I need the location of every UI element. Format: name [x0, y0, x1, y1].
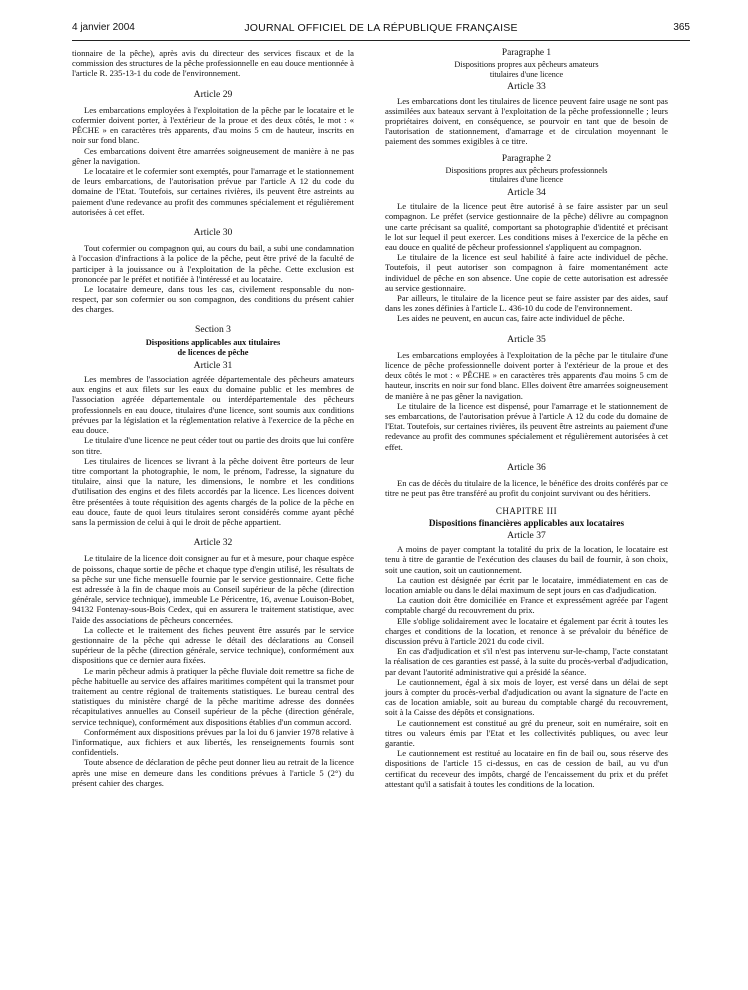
article-31-title: Article 31: [193, 359, 233, 371]
article-34-paragraph: Le titulaire de la licence est seul habilité à faire acte individuel de pêche. Toutefois, il peut autoriser son compagnon à faire momentanément acte individuel de pêche en son absence. Une copie de cette autorisation est adressée au service gestionnaire.: [385, 252, 668, 293]
article-35-title: Article 35: [507, 333, 546, 345]
paragraph-2-title: Paragraphe 2: [501, 153, 552, 164]
article-35-paragraph: Le titulaire de la licence est dispensé, pour l'amarrage et le stationnement de ses embarcations, de l'autorisation prévue à l'article A 12 du code du domaine de l'Etat. Toutefois, sur certaines rivières, ils peuvent être astreints au paiement d'une redevance au profit des communes spécialement et régulièrement autorisées à cet effet.: [385, 400, 668, 452]
article-37-paragraph: Elle s'oblige solidairement avec le locataire et également par écrit à toutes les charges et conditions de la location, et renonce à se prévaloir du bénéfice de discussion prévu à l'article 2021 du code civil.: [385, 615, 668, 646]
section-3-subtitle-line: de licences de pêche: [177, 347, 249, 357]
article-31-paragraph: Le titulaire d'une licence ne peut céder tout ou partie des droits que lui confère son titre.: [72, 435, 354, 456]
article-37-paragraph: La caution est désignée par écrit par le locataire, immédiatement en cas de location amiable ou dans le délai maximum de sept jours en cas d'adjudication.: [385, 574, 668, 595]
section-3-title: Section 3: [195, 323, 231, 335]
left-column: [72, 48, 354, 788]
article-33-title: Article 33: [507, 81, 546, 93]
section-3-subtitle: [72, 338, 354, 358]
header-journal-title: JOURNAL OFFICIEL DE LA RÉPUBLIQUE FRANÇAISE: [244, 22, 518, 34]
paragraph-2-subtitle-line: titulaires d'une licence: [489, 175, 564, 185]
paragraph-2-subtitle: [385, 166, 668, 185]
article-30-paragraph: Le locataire demeure, dans tous les cas, civilement responsable du non-respect, par son cofermier ou son compagnon, des conditions du présent cahier des charges.: [72, 284, 354, 315]
article-37-paragraph: La caution doit être domiciliée en France et expressément agréée par l'agent comptable chargé du recouvrement du prix.: [385, 595, 668, 616]
article-29-title: Article 29: [193, 88, 233, 100]
article-31-paragraph: Les titulaires de licences se livrant à la pêche doivent être porteurs de leur titre comportant la photographie, le nom, le prénom, l'adresse, la signature du titulaire, ainsi que la nature, les dimensions, le nombre et les conditions d'utilisation des engins et des filets accordés par la licence. Les licences doivent être présentées à toute réquisition des agents chargés de la police de la pêche en eau douce, faute de quoi leurs titulaires seront considérés comme ayant pêché sans la permission de celui à qui le droit de pêche appartient.: [72, 455, 354, 527]
chapter-3-subtitle: Dispositions financières applicables aux locataires: [428, 517, 625, 528]
article-32-paragraph: Le marin pêcheur admis à pratiquer la pêche fluviale doit remettre sa fiche de pêche habituelle au service des affaires maritimes compétent qui la transmet pour traitement au centre régional de traitements statistiques. Le bureau central des statistiques du ministère chargé de la pêche maritime adresse des données récapitulatives annuelles au Conseil supérieur de la pêche (direction générale, service technique), conformément aux dispositions établies d'un commun accord.: [72, 665, 354, 727]
article-30-title: Article 30: [193, 227, 233, 239]
paragraph-1-title: Paragraphe 1: [501, 48, 552, 58]
article-32-paragraph: Conformément aux dispositions prévues par la loi du 6 janvier 1978 relative à l'informatique, aux fichiers et aux libertés, les renseignements fournis sont confidentiels.: [72, 726, 354, 758]
article-34-paragraph: Par ailleurs, le titulaire de la licence peut se faire assister par des aides, sauf dans les zones définies à l'article L. 436-10 du code de l'environnement.: [385, 293, 668, 314]
article-37-paragraph: Le cautionnement est constitué au gré du preneur, soit en numéraire, soit en titres ou valeurs émis par l'Etat et les collectivités publiques, ou avec leur garantie.: [385, 717, 668, 748]
intro-paragraph: tionnaire de la pêche), après avis du directeur des services fiscaux et de la commission des structures de la pêche professionnelle en eau douce mentionnée à l'article R. 235-13-1 du code de l'environnement.: [72, 48, 354, 79]
article-37-paragraph: Le cautionnement, égal à six mois de loyer, est versé dans un délai de sept jours à compter du procès-verbal d'adjudication ou avant la signature de l'acte en cas de location amiable, soit au bureau du comptable chargé du recouvrement, soit à la Caisse des dépôts et consignations.: [385, 676, 668, 718]
page-header: [72, 22, 690, 40]
article-34-title: Article 34: [507, 187, 546, 198]
header-date: 4 janvier 2004: [72, 22, 135, 33]
paragraph-2-subtitle-line: Dispositions propres aux pêcheurs professionnels: [445, 165, 608, 175]
article-37-paragraph: En cas d'adjudication et s'il n'est pas intervenu sur-le-champ, l'acte constatant la réalisation de ces garanties est passé, à la suite du procès-verbal d'adjudication, par devant l'autorité administrative qui a présidé la séance.: [385, 646, 668, 677]
article-29-paragraph: Le locataire et le cofermier sont exemptés, pour l'amarrage et le stationnement de leurs embarcations, de l'autorisation prévue par l'article A 12 du code du domaine de l'Etat. Toutefois, sur certaines rivières, ils peuvent être astreints au paiement d'une redevance au profit des communes spécialement et régulièrement autorisées à cet effet.: [72, 166, 354, 217]
paragraph-1-subtitle: [385, 60, 668, 79]
right-column: [385, 48, 668, 789]
paragraph-1-subtitle-line: Dispositions propres aux pêcheurs amateurs: [454, 60, 599, 70]
article-36-title: Article 36: [507, 461, 546, 473]
article-32-paragraph: Toute absence de déclaration de pêche peut donner lieu au retrait de la licence après une mise en demeure dans les conditions prévues à l'article 5 (2°) du présent cahier des charges.: [72, 757, 354, 788]
article-31-paragraph: Les membres de l'association agréée départementale des pêcheurs amateurs aux engins et aux filets sur les eaux du domaine public et les membres de l'association agréée départementale ou interdépartementale des pêcheurs professionnels en eau douce, titulaires d'une licence, sont soumis aux conditions prévues par la législation et la réglementation relative à l'exercice de la pêche en eau douce.: [72, 374, 354, 436]
chapter-3-title: CHAPITRE III: [495, 506, 558, 517]
article-37-paragraph: Le cautionnement est restitué au locataire en fin de bail ou, sous réserve des dispositions de l'article 15 ci-dessus, en cas de cession de bail, au vu d'un certificat du receveur des impôts, chargé de l'encaissement du prix et du préfet attestant qu'il a satisfait à toutes les conditions de la location.: [385, 748, 668, 789]
article-36-paragraph: En cas de décès du titulaire de la licence, le bénéfice des droits conférés par ce titre ne peut pas être transféré au profit du conjoint survivant ou des héritiers.: [385, 478, 668, 499]
section-3-subtitle-line: Dispositions applicables aux titulaires: [145, 337, 281, 347]
article-32-paragraph: Le titulaire de la licence doit consigner au fur et à mesure, pour chaque espèce de poissons, chaque sortie de pêche et chaque type d'engin utilisé, les résultats de sa pêche sur une fiche mensuelle fournie par le service gestionnaire. Cette fiche est adressée à la fin de chaque mois au Conseil supérieur de la pêche (direction générale, service technique), immeuble Le Péricentre, 16, avenue Louison-Bobet, 94132 Fontenay-sous-Bois Cedex, qui en assurera le traitement statistique, avec l'aide des associations de pêcheurs concernées.: [72, 553, 354, 625]
article-34-paragraph: Le titulaire de la licence peut être autorisé à se faire assister par un seul compagnon. Le préfet (service gestionnaire de la pêche) délivre au compagnon une carte précisant sa qualité, comportant sa photographie d'identité et précisant le lot sur lequel il peut exercer. Les conditions mises à l'exercice de la pêche en eau douce en qualité de pêcheur professionnel s'appliquent au compagnon.: [385, 201, 668, 253]
article-34-paragraph: Les aides ne peuvent, en aucun cas, faire acte individuel de pêche.: [397, 313, 625, 324]
paragraph-1-subtitle-line: titulaires d'une licence: [489, 69, 564, 79]
article-29-paragraph: Ces embarcations doivent être amarrées soigneusement de manière à ne pas gêner la navigation.: [72, 145, 354, 166]
header-rule: [72, 40, 690, 41]
article-37-paragraph: A moins de payer comptant la totalité du prix de la location, le locataire est tenu à titre de garantie de l'exécution des clauses du bail de fournir, à son choix, soit une caution, soit un cautionnement.: [385, 544, 668, 575]
article-33-paragraph: Les embarcations dont les titulaires de licence peuvent faire usage ne sont pas assimilées aux bateaux servant à l'exploitation de la pêche professionnelle ; leurs propriétaires doivent, en conséquence, se pourvoir en tant que de besoin de l'autorisation de stationnement, d'amarrage et de circulation moyennant le paiement des sommes exigibles à ce titre.: [385, 95, 668, 147]
article-32-title: Article 32: [193, 537, 233, 549]
article-37-title: Article 37: [507, 529, 546, 541]
article-30-paragraph: Tout cofermier ou compagnon qui, au cours du bail, a subi une condamnation à l'occasion d'infractions à la police de la pêche, peut être privé de la faculté de participer à la jouissance ou à l'exploitation de la pêche. Cette exclusion est prononcée par le préfet et notifiée à l'intéressé et au locataire.: [72, 243, 354, 284]
article-29-paragraph: Les embarcations employées à l'exploitation de la pêche par le locataire et le cofermier doivent porter, à l'extérieur de la proue et des deux côtés, le mot : « PÊCHE » en caractères très apparents, d'au moins 5 cm de hauteur, inscrits en noir sur fond blanc.: [72, 104, 354, 146]
header-page-number: 365: [673, 22, 690, 33]
article-32-paragraph: La collecte et le traitement des fiches peuvent être assurés par le service gestionnaire de la pêche qui adresse le détail des déclarations au Conseil supérieur de la pêche (direction générale, service technique), conformément aux dispositions que ce dernier aura fixées.: [72, 624, 354, 666]
article-35-paragraph: Les embarcations employées à l'exploitation de la pêche par le titulaire d'une licence de pêche professionnelle doivent porter à l'extérieur de la proue et des deux côtés le mot : « PÊCHE » en caractères très apparents d'au moins 5 cm de hauteur, inscrits en noir sur fond blanc. Elles doivent être amarrées soigneusement de manière à ne pas gêner la navigation.: [385, 349, 668, 401]
